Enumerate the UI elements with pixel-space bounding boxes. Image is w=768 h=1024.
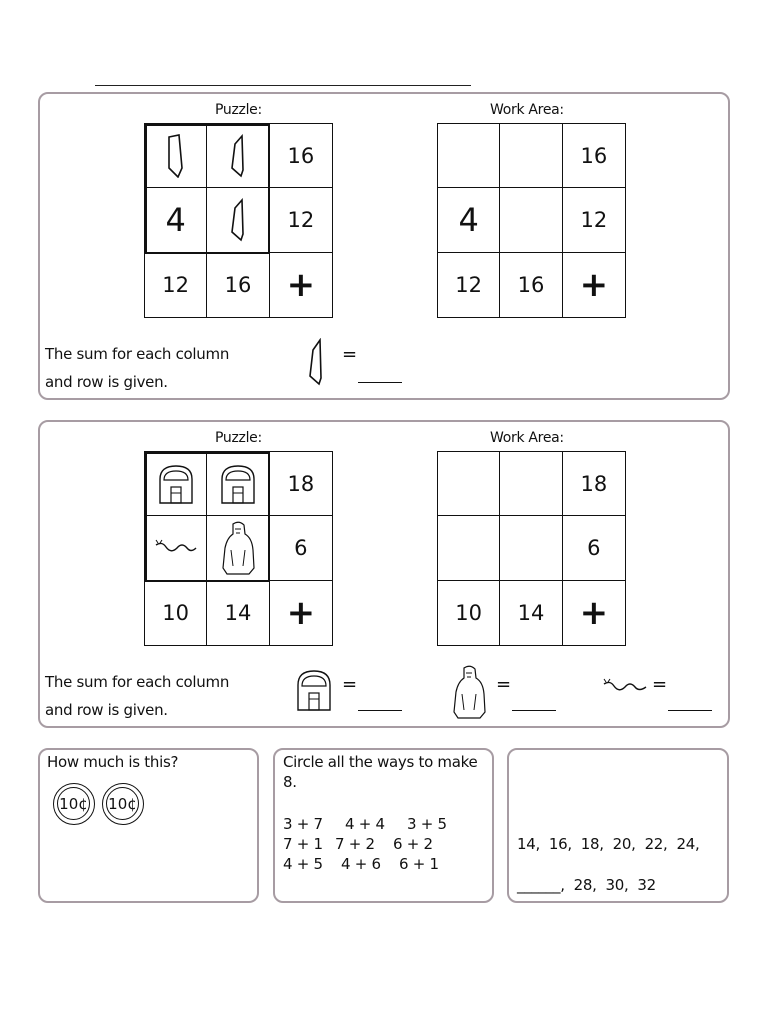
puzzle-label: Puzzle: xyxy=(215,430,262,446)
answer-blank[interactable] xyxy=(358,382,402,383)
grid-cell[interactable] xyxy=(438,124,500,188)
expression[interactable]: 4 + 6 xyxy=(341,855,381,873)
grid-cell: 16 xyxy=(500,253,562,317)
puzzle-grid xyxy=(144,123,333,318)
grid-cell[interactable] xyxy=(438,452,500,516)
expression[interactable]: 7 + 2 xyxy=(335,835,375,853)
grid-cell: 6 xyxy=(563,516,625,580)
coin-value: 10¢ xyxy=(57,787,90,820)
grid-cell xyxy=(145,124,207,188)
plus-sign: + xyxy=(286,264,316,305)
barn-icon xyxy=(218,463,258,505)
expression[interactable]: 3 + 5 xyxy=(407,815,447,833)
plus-sign: + xyxy=(579,592,609,633)
answer-blank[interactable] xyxy=(668,710,712,711)
work-area-grid xyxy=(437,123,626,318)
grid-cell xyxy=(207,188,269,252)
worm-icon xyxy=(154,539,198,557)
grid-cell xyxy=(207,452,269,516)
grid-cell[interactable] xyxy=(500,124,562,188)
expression[interactable]: 7 + 1 xyxy=(283,835,323,853)
answer-blank[interactable] xyxy=(358,710,402,711)
grid-cell: 14 xyxy=(500,581,562,645)
puzzle-panel-2 xyxy=(38,420,730,728)
barn-icon xyxy=(294,668,334,712)
expression[interactable]: 3 + 7 xyxy=(283,815,323,833)
grid-cell: 12 xyxy=(270,188,332,252)
grid-cell: 12 xyxy=(145,253,207,317)
ways-prompt-line-2: 8. xyxy=(283,773,297,791)
instruction-line-2: and row is given. xyxy=(45,373,168,391)
answer-blank[interactable] xyxy=(512,710,556,711)
sequence-box xyxy=(507,748,729,903)
name-line xyxy=(95,85,471,86)
sequence-line-1: 14, 16, 18, 20, 22, 24, xyxy=(517,835,700,853)
grid-cell: 4 xyxy=(145,188,207,252)
coin-value: 10¢ xyxy=(106,787,139,820)
equals-sign: = xyxy=(342,344,358,365)
worm-icon xyxy=(602,678,648,696)
feather-icon xyxy=(306,338,326,386)
instruction-line-1: The sum for each column xyxy=(45,345,230,363)
grid-cell: 4 xyxy=(438,188,500,252)
equals-sign: = xyxy=(652,674,668,695)
grid-cell xyxy=(145,452,207,516)
equals-sign: = xyxy=(342,674,358,695)
feather-icon xyxy=(165,134,187,178)
feather-icon xyxy=(227,198,249,242)
expression[interactable]: 4 + 4 xyxy=(345,815,385,833)
grid-cell[interactable] xyxy=(438,516,500,580)
gorilla-icon xyxy=(219,520,257,576)
grid-cell: 18 xyxy=(270,452,332,516)
grid-cell: 12 xyxy=(563,188,625,252)
coin-icon xyxy=(102,783,144,825)
feather-icon xyxy=(227,134,249,178)
instruction-line-1: The sum for each column xyxy=(45,673,230,691)
instruction-line-2: and row is given. xyxy=(45,701,168,719)
grid-cell xyxy=(145,516,207,580)
equals-sign: = xyxy=(496,674,512,695)
plus-sign: + xyxy=(579,264,609,305)
gorilla-icon xyxy=(450,664,488,720)
coin-icon xyxy=(53,783,95,825)
expression[interactable]: 6 + 2 xyxy=(393,835,433,853)
grid-cell[interactable] xyxy=(500,188,562,252)
grid-cell[interactable] xyxy=(500,452,562,516)
ways-prompt-line-1: Circle all the ways to make xyxy=(283,753,478,771)
money-box xyxy=(38,748,259,903)
expression[interactable]: 6 + 1 xyxy=(399,855,439,873)
grid-cell xyxy=(207,516,269,580)
ways-to-make-box xyxy=(273,748,494,903)
money-prompt: How much is this? xyxy=(47,753,179,771)
grid-cell: 6 xyxy=(270,516,332,580)
plus-sign: + xyxy=(286,592,316,633)
work-area-label: Work Area: xyxy=(490,430,564,446)
grid-cell[interactable] xyxy=(500,516,562,580)
grid-cell: 16 xyxy=(270,124,332,188)
grid-cell: 10 xyxy=(438,581,500,645)
puzzle-label: Puzzle: xyxy=(215,102,262,118)
barn-icon xyxy=(156,463,196,505)
grid-cell: 10 xyxy=(145,581,207,645)
puzzle-grid xyxy=(144,451,333,646)
puzzle-panel-1 xyxy=(38,92,730,400)
grid-cell: 12 xyxy=(438,253,500,317)
expression[interactable]: 4 + 5 xyxy=(283,855,323,873)
sequence-line-2[interactable]: ______, 28, 30, 32 xyxy=(517,876,656,894)
work-area-grid xyxy=(437,451,626,646)
grid-cell: 16 xyxy=(207,253,269,317)
work-area-label: Work Area: xyxy=(490,102,564,118)
grid-cell: 16 xyxy=(563,124,625,188)
grid-cell: 14 xyxy=(207,581,269,645)
grid-cell xyxy=(207,124,269,188)
grid-cell: 18 xyxy=(563,452,625,516)
